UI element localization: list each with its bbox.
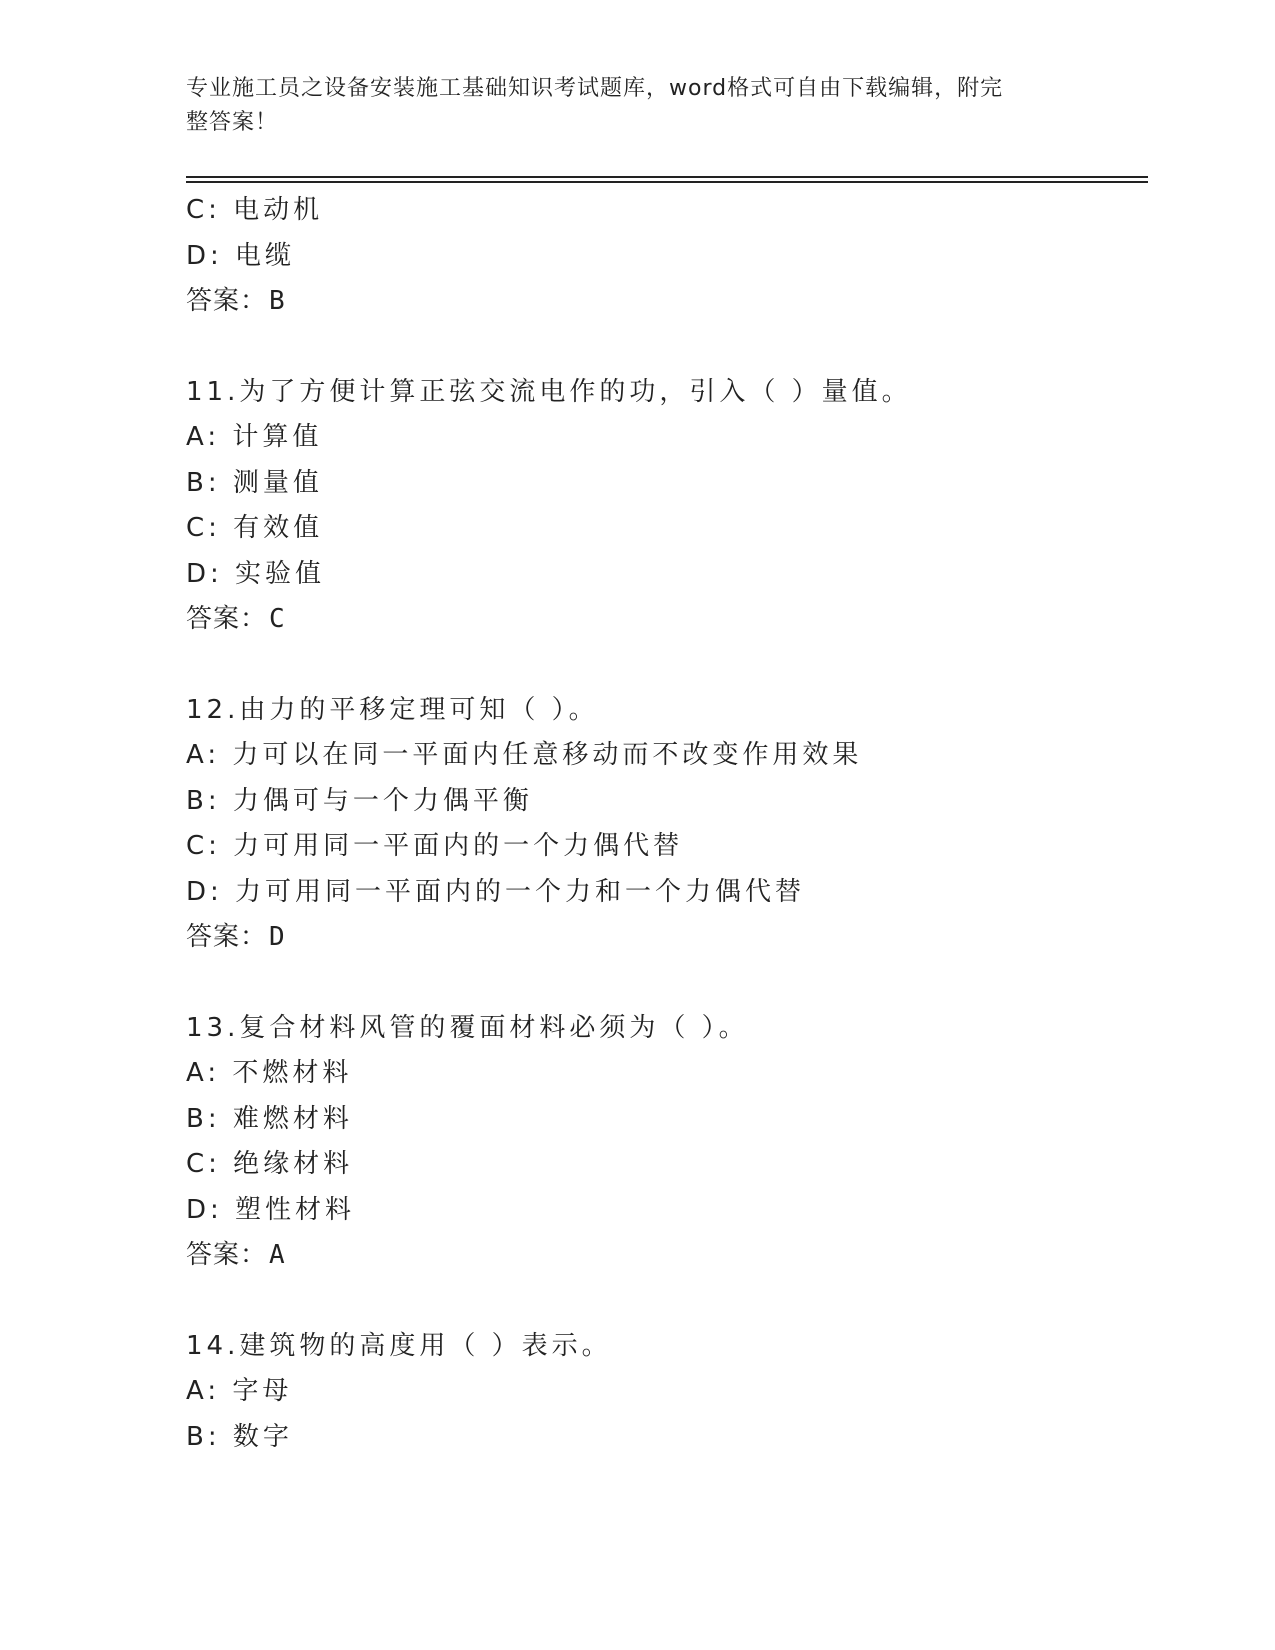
option-c: C: 电动机 (186, 195, 324, 225)
header-divider-bottom (186, 181, 1148, 183)
question-13 (186, 1006, 1146, 1279)
answer-value: A (269, 1240, 286, 1270)
option-c: C: 有效值 (186, 513, 324, 543)
answer-line (186, 279, 1146, 325)
answer-value: B (269, 286, 286, 316)
option-c: C: 力可用同一平面内的一个力偶代替 (186, 831, 684, 861)
question-stem: 11.为了方便计算正弦交流电作的功，引入（ ）量值。 (186, 376, 912, 407)
question-stem: 13.复合材料风管的覆面材料必须为（ ）。 (186, 1012, 749, 1043)
option-d: D: 电缆 (186, 240, 296, 271)
answer-line (186, 597, 1146, 643)
question-11 (186, 370, 1146, 643)
option-b: B: 难燃材料 (186, 1103, 353, 1134)
option-d: D: 力可用同一平面内的一个力和一个力偶代替 (186, 876, 806, 907)
answer-value: D (269, 922, 286, 952)
option-c: C: 绝缘材料 (186, 1149, 354, 1179)
option-b: B: 数字 (186, 1421, 293, 1452)
answer-line (186, 915, 1146, 961)
option-a: A: 计算值 (186, 422, 323, 452)
answer-value: C (269, 604, 286, 634)
answer-label: 答案： (186, 922, 268, 952)
header-title-line-1: 专业施工员之设备安装施工基础知识考试题库，word格式可自由下载编辑，附完 (186, 76, 1004, 101)
header-title-line-2: 整答案！ (186, 110, 279, 135)
question-stem: 14.建筑物的高度用（ ）表示。 (186, 1330, 612, 1361)
option-a: A: 不燃材料 (186, 1058, 353, 1088)
question-14 (186, 1324, 1146, 1461)
answer-label: 答案： (186, 286, 268, 316)
answer-line (186, 1233, 1146, 1279)
option-d: D: 实验值 (186, 558, 326, 589)
option-b: B: 力偶可与一个力偶平衡 (186, 785, 533, 816)
question-list (186, 188, 1146, 1460)
question-stem: 12.由力的平移定理可知（ ）。 (186, 694, 599, 725)
page-header (186, 72, 1066, 140)
question-continued (186, 188, 1146, 325)
option-a: A: 字母 (186, 1376, 293, 1406)
answer-label: 答案： (186, 604, 268, 634)
option-a: A: 力可以在同一平面内任意移动而不改变作用效果 (186, 740, 863, 770)
answer-label: 答案： (186, 1240, 268, 1270)
header-divider-top (186, 176, 1148, 178)
question-12 (186, 688, 1146, 961)
option-d: D: 塑性材料 (186, 1194, 356, 1225)
option-b: B: 测量值 (186, 467, 323, 498)
